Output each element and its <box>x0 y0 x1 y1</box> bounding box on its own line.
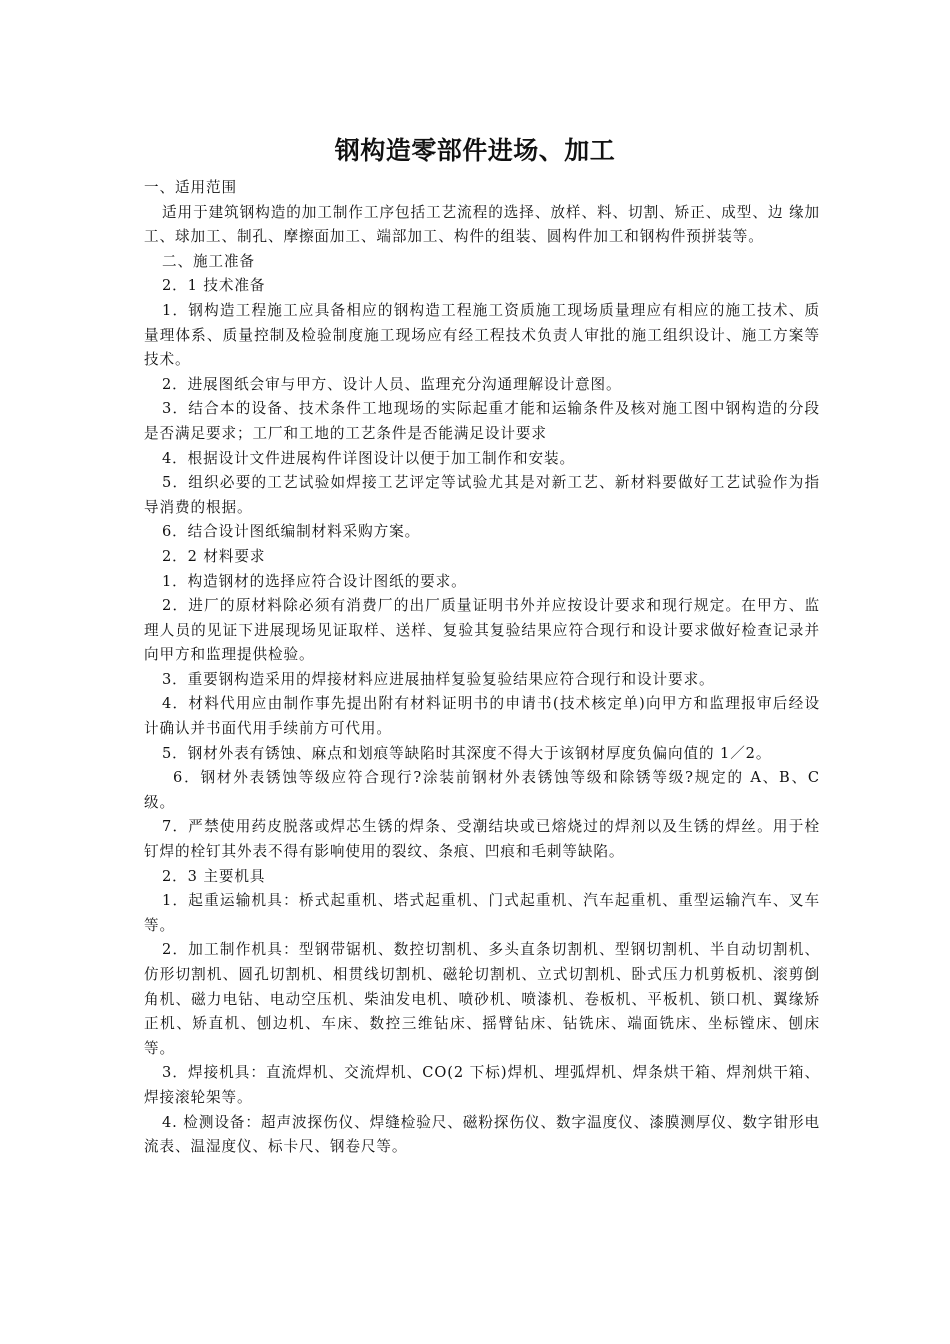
list-item: 6．钢材外表锈蚀等级应符合现行?涂装前钢材外表锈蚀等级和除锈等级?规定的 A、B、C 级。 <box>144 769 820 811</box>
subsection-heading-equipment: 2．3 主要机具 <box>162 867 266 885</box>
list-item: 7．严禁使用药皮脱落或焊芯生锈的焊条、受潮结块或已熔烧过的焊剂以及生锈的焊丝。用于栓钉焊的栓钉其外表不得有影响使用的裂纹、条痕、凹痕和毛刺等缺陷。 <box>144 818 820 861</box>
section-heading-preparation: 二、施工准备 <box>162 252 255 270</box>
list-item: 4．根据设计文件进展构件详图设计以便于加工制作和安装。 <box>162 449 576 467</box>
list-item: 4．材料代用应由制作事先提出附有材料证明书的申请书(技术核定单)向甲方和监理报审后经设计确认并书面代用手续前方可代用。 <box>144 695 820 738</box>
list-item: 2．加工制作机具：型钢带锯机、数控切割机、多头直条切割机、型钢切割机、半自动切割机、仿形切割机、圆孔切割机、相贯线切割机、磁轮切割机、立式切割机、卧式压力机剪板机、滚剪倒角机、磁力电钻、电动空压机、柴油发电机、喷砂机、喷漆机、卷板机、平板机、锁口机、翼缘矫正机、矫直机、刨边机、车床、数控三维钻床、摇臂钻床、钻铣床、端面铣床、坐标镗床、刨床等。 <box>144 941 820 1057</box>
list-item: 1．构造钢材的选择应符合设计图纸的要求。 <box>162 572 467 590</box>
list-item: 3．重要钢构造采用的焊接材料应进展抽样复验复验结果应符合现行和设计要求。 <box>162 670 715 688</box>
section-heading-scope: 一、适用范围 <box>144 179 237 196</box>
list-item: 5．钢材外表有锈蚀、麻点和划痕等缺陷时其深度不得大于该钢材厚度负偏向值的 1／2。 <box>162 744 772 762</box>
subsection-heading-materials: 2．2 材料要求 <box>162 547 266 565</box>
list-item: 3．结合本的设备、技术条件工地现场的实际起重才能和运输条件及核对施工图中钢构造的分段是否满足要求；工厂和工地的工艺条件是否能满足设计要求 <box>144 400 820 442</box>
document-title: 钢构造零部件进场、加工 <box>334 136 616 165</box>
list-item: 4. 检测设备：超声波探伤仪、焊缝检验尺、磁粉探伤仪、数字温度仪、漆膜测厚仪、数字钳形电流表、温湿度仪、标卡尺、钢卷尺等。 <box>144 1113 820 1156</box>
list-item: 2．进展图纸会审与甲方、设计人员、监理充分沟通理解设计意图。 <box>162 375 622 393</box>
list-item: 6．结合设计图纸编制材料采购方案。 <box>162 523 421 541</box>
subsection-heading-technical: 2．1 技术准备 <box>162 277 266 295</box>
scope-paragraph: 适用于建筑钢构造的加工制作工序包括工艺流程的选择、放样、料、切割、矫正、成型、边 缘加工、球加工、制孔、摩擦面加工、端部加工、构件的组装、圆构件加工和钢构件预拼装等。 <box>144 203 820 246</box>
list-item: 3．焊接机具：直流焊机、交流焊机、CO(2 下标)焊机、埋弧焊机、焊条烘干箱、焊剂烘干箱、焊接滚轮架等。 <box>144 1064 820 1106</box>
list-item: 1．钢构造工程施工应具备相应的钢构造工程施工资质施工现场质量理应有相应的施工技术、质量理体系、质量控制及检验制度施工现场应有经工程技术负责人审批的施工组织设计、施工方案等技术。 <box>144 301 820 369</box>
list-item: 1．起重运输机具：桥式起重机、塔式起重机、门式起重机、汽车起重机、重型运输汽车、叉车等。 <box>144 892 820 934</box>
list-item: 5．组织必要的工艺试验如焊接工艺评定等试验尤其是对新工艺、新材料要做好工艺试验作为指导消费的根据。 <box>144 474 820 516</box>
list-item: 2．进厂的原材料除必须有消费厂的出厂质量证明书外并应按设计要求和现行规定。在甲方、监理人员的见证下进展现场见证取样、送样、复验其复验结果应符合现行和设计要求做好检查记录并向甲方和监理提供检验。 <box>144 597 820 664</box>
document-body <box>144 176 820 1160</box>
